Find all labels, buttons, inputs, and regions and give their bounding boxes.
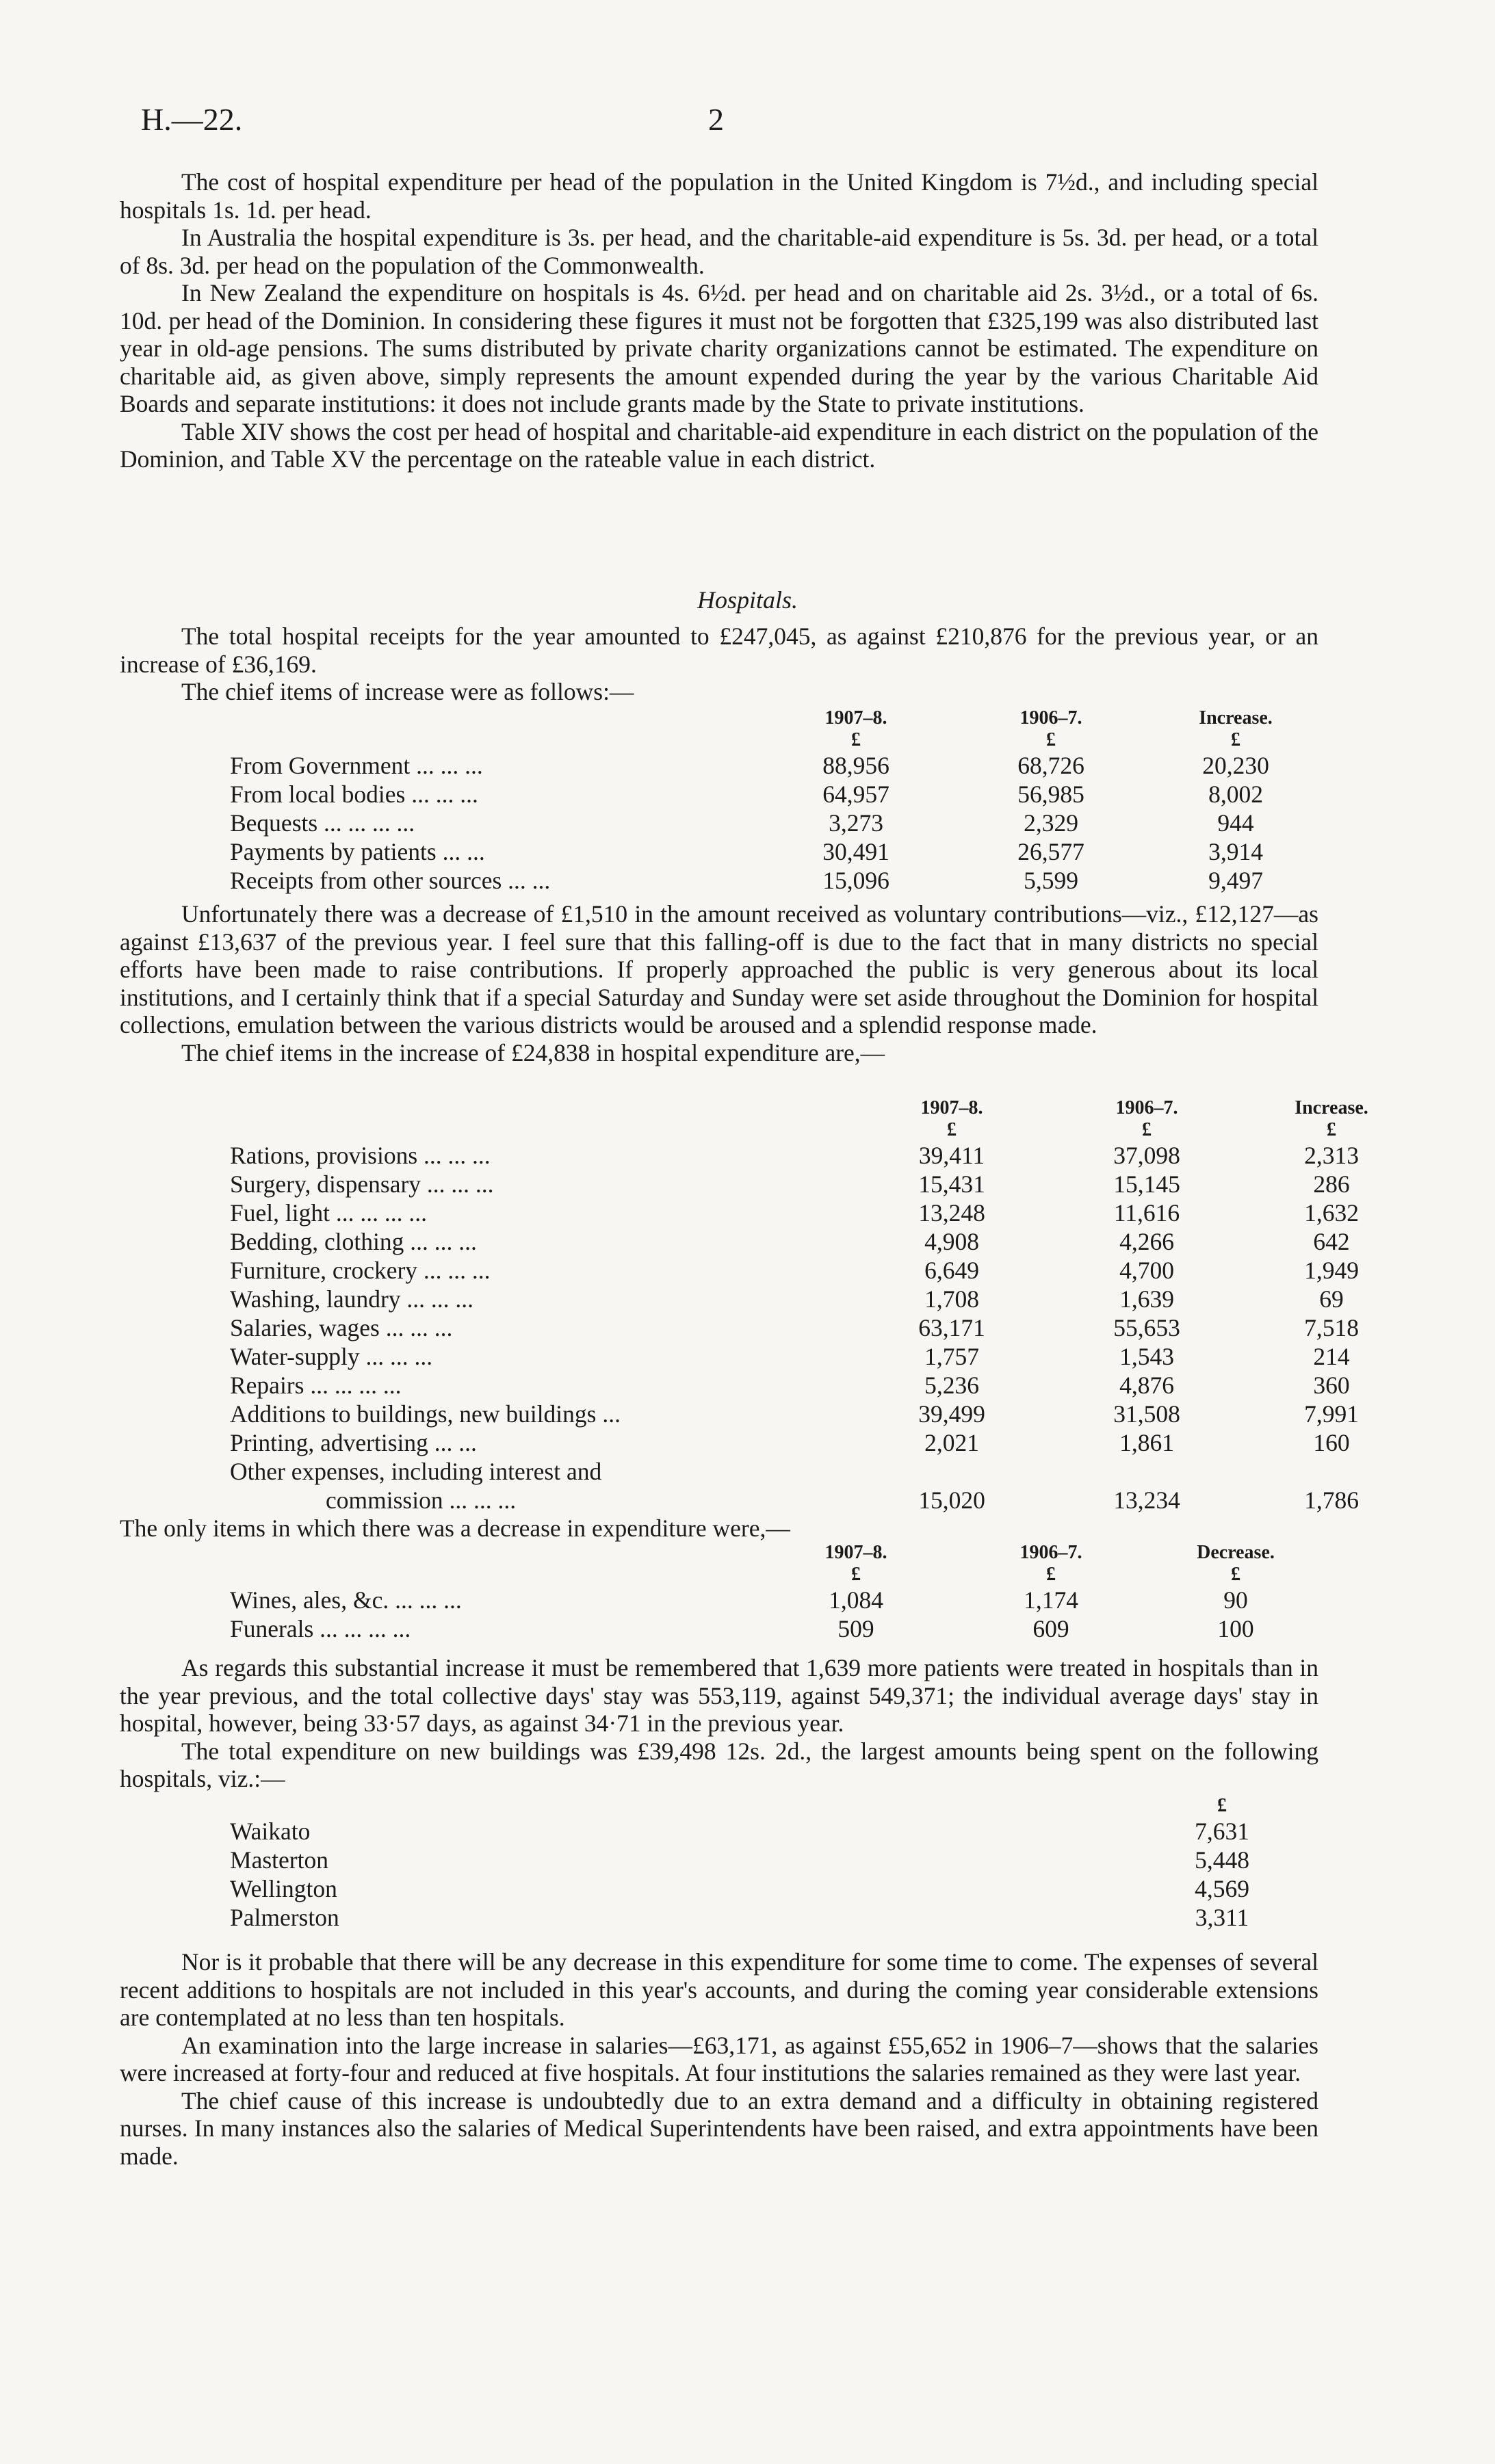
table-row xyxy=(230,809,1321,837)
row-label: From local bodies ... ... ... xyxy=(230,781,478,808)
table-row xyxy=(230,1400,1417,1428)
page-number: 2 xyxy=(708,102,724,137)
table-row xyxy=(230,780,1321,809)
cell-change: 2,313 xyxy=(1304,1142,1359,1169)
table-row xyxy=(230,1586,1321,1614)
cell-amount: 4,569 xyxy=(1195,1875,1249,1902)
table-row xyxy=(230,1256,1417,1285)
table-row xyxy=(230,1141,1417,1170)
cell-change: 214 xyxy=(1313,1343,1350,1370)
table-row xyxy=(230,1874,1311,1903)
paragraph: The total expenditure on new buildings was £39,498 12s. 2d., the largest amounts being spent on the following hospitals, viz.:— xyxy=(120,1737,1318,1792)
patients-section xyxy=(120,1654,1318,1793)
cell-1907: 5,236 xyxy=(924,1372,979,1399)
receipts-section xyxy=(120,622,1318,706)
cell-1907: 1,084 xyxy=(829,1586,883,1614)
table-row xyxy=(230,1198,1417,1227)
cell-1907: 4,908 xyxy=(924,1228,979,1255)
row-label: Printing, advertising ... ... xyxy=(230,1429,477,1456)
row-label: Bequests ... ... ... ... xyxy=(230,809,415,837)
cell-change: 160 xyxy=(1313,1429,1350,1456)
table-row xyxy=(230,1614,1321,1643)
section-heading: Hospitals. xyxy=(697,586,798,614)
cell-1907: 6,649 xyxy=(924,1257,979,1284)
cell-1906: 4,266 xyxy=(1119,1228,1174,1255)
column-header: 1906–7. xyxy=(1115,1097,1178,1118)
row-label: Receipts from other sources ... ... xyxy=(230,867,551,894)
paragraph: Nor is it probable that there will be any decrease in this expenditure for some time to come. The expenses of several recent additions to hospitals are not included in this year's accounts, and during the coming year considerable extensions are contemplated at no less than ten hospitals. xyxy=(120,1948,1318,2031)
table-row xyxy=(230,1428,1417,1457)
paragraph: The chief cause of this increase is undoubtedly due to an extra demand and a difficulty in obtaining registered nurses. In many instances also the salaries of Medical Superintendents have been raised, and extra appointments have been made. xyxy=(120,2086,1318,2170)
cell-1907: 39,411 xyxy=(918,1142,985,1169)
cell-amount: 7,631 xyxy=(1195,1818,1249,1845)
row-label: Surgery, dispensary ... ... ... xyxy=(230,1170,494,1198)
row-label: Rations, provisions ... ... ... xyxy=(230,1142,491,1169)
cell-1906: 1,543 xyxy=(1119,1343,1174,1370)
row-label: Other expenses, including interest and xyxy=(230,1458,602,1485)
cell-1906: 1,174 xyxy=(1024,1586,1078,1614)
cell-1906: 13,234 xyxy=(1113,1486,1180,1514)
column-header: 1907–8. xyxy=(824,1542,887,1563)
cell-1907: 88,956 xyxy=(822,752,889,779)
row-label: Furniture, crockery ... ... ... xyxy=(230,1257,491,1284)
row-label: Fuel, light ... ... ... ... xyxy=(230,1199,427,1227)
cell-change: 90 xyxy=(1223,1586,1248,1614)
row-label: Bedding, clothing ... ... ... xyxy=(230,1228,477,1255)
unit-label: £ xyxy=(1231,1564,1240,1585)
unit-label: £ xyxy=(1231,729,1240,750)
table-row xyxy=(230,1817,1311,1846)
row-label: From Government ... ... ... xyxy=(230,752,483,779)
paragraph: The only items in which there was a decrease in expenditure were,— xyxy=(120,1515,790,1542)
cell-1906: 5,599 xyxy=(1024,867,1078,894)
cell-change: 944 xyxy=(1217,809,1254,837)
cell-change: 69 xyxy=(1319,1285,1344,1313)
cell-1907: 1,757 xyxy=(924,1343,979,1370)
cell-1907: 1,708 xyxy=(924,1285,979,1313)
cell-1907: 63,171 xyxy=(918,1314,985,1341)
cell-1906: 15,145 xyxy=(1113,1170,1180,1198)
table-row xyxy=(230,1227,1417,1256)
paragraph: In New Zealand the expenditure on hospitals is 4s. 6½d. per head and on charitable aid 2s. 3½d., or a total of 6s. 10d. per head of the Dominion. In considering these figures it must not be forgotten that £325,199 was also distributed last year in old-age pensions. The sums distributed by private charity organizations cannot be estimated. The expenditure on charitable aid, as given above, simply represents the amount expended during the year by the various Charitable Aid Boards and separate institutions: it does not include grants made by the State to private institutions. xyxy=(120,279,1318,417)
voluntary-section xyxy=(120,900,1318,1066)
paragraph: The cost of hospital expenditure per head of the population in the United Kingdom is 7½d., and including special hospitals 1s. 1d. per head. xyxy=(120,168,1318,224)
intro-section xyxy=(120,168,1318,473)
column-header: Decrease. xyxy=(1197,1542,1275,1563)
cell-1907: 509 xyxy=(837,1615,874,1642)
cell-change: 9,497 xyxy=(1208,867,1263,894)
table-row xyxy=(230,1903,1311,1932)
cell-amount: 3,311 xyxy=(1195,1904,1249,1931)
cell-change: 100 xyxy=(1217,1615,1254,1642)
closing-section xyxy=(120,1948,1318,2170)
cell-1906: 68,726 xyxy=(1017,752,1084,779)
paragraph: As regards this substantial increase it must be remembered that 1,639 more patients were treated in hospitals than in the year previous, and the total collective days' stay was 553,119, against 549,371; the individual average days' stay in hospital, however, being 33·57 days, as against 34·71 in the previous year. xyxy=(120,1654,1318,1737)
receipts-table xyxy=(230,707,1321,895)
unit-label: £ xyxy=(1142,1119,1152,1140)
cell-1907: 15,020 xyxy=(918,1486,985,1514)
cell-1907: 39,499 xyxy=(918,1400,985,1428)
paragraph: Unfortunately there was a decrease of £1,510 in the amount received as voluntary contributions—viz., £12,127—as against £13,637 of the previous year. I feel sure that this falling-off is due to the fact that in many districts no special efforts have been made to raise contributions. If properly approached the public is very generous about its local institutions, and I certainly think that if a special Saturday and Sunday were set aside throughout the Dominion for hospital collections, emulation between the various districts would be aroused and a splendid response made. xyxy=(120,900,1318,1038)
cell-1907: 15,096 xyxy=(822,867,889,894)
cell-change: 3,914 xyxy=(1208,838,1263,865)
cell-1907: 64,957 xyxy=(822,781,889,808)
table-row xyxy=(230,837,1321,866)
unit-label: £ xyxy=(1046,1564,1056,1585)
cell-1907: 15,431 xyxy=(918,1170,985,1198)
row-label: Repairs ... ... ... ... xyxy=(230,1372,402,1399)
cell-change: 286 xyxy=(1313,1170,1350,1198)
cell-1907: 30,491 xyxy=(822,838,889,865)
unit-label: £ xyxy=(851,729,861,750)
unit-label: £ xyxy=(1046,729,1056,750)
paragraph: In Australia the hospital expenditure is 3s. per head, and the charitable-aid expenditure is 5s. 3d. per head, or a total of 8s. 3d. per head on the population of the Commonwealth. xyxy=(120,224,1318,279)
row-label: Wellington xyxy=(230,1875,337,1902)
column-header: Increase. xyxy=(1199,707,1273,729)
unit-label: £ xyxy=(851,1564,861,1585)
table-row xyxy=(230,1170,1417,1198)
table-row xyxy=(230,1313,1417,1342)
table-row xyxy=(230,1342,1417,1371)
paragraph: The chief items in the increase of £24,838 in hospital expenditure are,— xyxy=(181,1038,885,1066)
unit-label: £ xyxy=(1217,1795,1227,1816)
cell-1907: 13,248 xyxy=(918,1199,985,1227)
paragraph: An examination into the large increase in salaries—£63,171, as against £55,652 in 1906–7—shows that the salaries were increased at forty-four and reduced at five hospitals. At four institutions the salaries remained as they were last year. xyxy=(120,2031,1318,2086)
cell-change: 7,518 xyxy=(1304,1314,1359,1341)
cell-change: 1,632 xyxy=(1304,1199,1359,1227)
cell-1906: 2,329 xyxy=(1024,809,1078,837)
cell-change: 360 xyxy=(1313,1372,1350,1399)
decrease-table xyxy=(230,1542,1321,1643)
cell-change: 8,002 xyxy=(1208,781,1263,808)
row-label: Wines, ales, &c. ... ... ... xyxy=(230,1586,462,1614)
cell-1906: 37,098 xyxy=(1113,1142,1180,1169)
cell-amount: 5,448 xyxy=(1195,1846,1249,1874)
row-label: commission ... ... ... xyxy=(326,1486,517,1514)
cell-1907: 2,021 xyxy=(924,1429,979,1456)
column-header: 1907–8. xyxy=(920,1097,983,1118)
row-label: Payments by patients ... ... xyxy=(230,838,485,865)
paragraph: Table XIV shows the cost per head of hospital and charitable-aid expenditure in each district on the population of the Dominion, and Table XV the percentage on the rateable value in each district. xyxy=(120,417,1318,473)
cell-1906: 26,577 xyxy=(1017,838,1084,865)
paragraph: The total hospital receipts for the year amounted to £247,045, as against £210,876 for the previous year, or an increase of £36,169. xyxy=(120,622,1318,678)
unit-label: £ xyxy=(1327,1119,1336,1140)
row-label: Washing, laundry ... ... ... xyxy=(230,1285,474,1313)
cell-1906: 56,985 xyxy=(1017,781,1084,808)
report-reference: H.—22. xyxy=(141,102,243,137)
table-row xyxy=(230,751,1321,780)
column-header: 1906–7. xyxy=(1019,1542,1082,1563)
cell-1907: 3,273 xyxy=(829,809,883,837)
row-label: Salaries, wages ... ... ... xyxy=(230,1314,453,1341)
row-label: Additions to buildings, new buildings ... xyxy=(230,1400,621,1428)
cell-change: 1,949 xyxy=(1304,1257,1359,1284)
row-label: Palmerston xyxy=(230,1904,339,1931)
column-header: 1907–8. xyxy=(824,707,887,729)
cell-1906: 55,653 xyxy=(1113,1314,1180,1341)
cell-1906: 4,700 xyxy=(1119,1257,1174,1284)
table-row xyxy=(230,1457,1417,1486)
row-label: Funerals ... ... ... ... xyxy=(230,1615,411,1642)
table-row xyxy=(230,1846,1311,1874)
cell-change: 642 xyxy=(1313,1228,1350,1255)
table-row xyxy=(230,1285,1417,1313)
cell-change: 1,786 xyxy=(1304,1486,1359,1514)
table-row xyxy=(230,1486,1417,1515)
cell-1906: 609 xyxy=(1032,1615,1069,1642)
decrease-lead xyxy=(120,1515,1318,1543)
column-header: 1906–7. xyxy=(1019,707,1082,729)
expenditure-table xyxy=(230,1097,1417,1515)
buildings-table xyxy=(230,1795,1311,1932)
cell-1906: 31,508 xyxy=(1113,1400,1180,1428)
paragraph: The chief items of increase were as follows:— xyxy=(181,678,634,705)
table-row xyxy=(230,866,1321,895)
row-label: Waikato xyxy=(230,1818,311,1845)
column-header: Increase. xyxy=(1295,1097,1368,1118)
cell-change: 7,991 xyxy=(1304,1400,1359,1428)
cell-1906: 1,639 xyxy=(1119,1285,1174,1313)
cell-1906: 4,876 xyxy=(1119,1372,1174,1399)
row-label: Masterton xyxy=(230,1846,328,1874)
cell-change: 20,230 xyxy=(1202,752,1269,779)
table-row xyxy=(230,1371,1417,1400)
row-label: Water-supply ... ... ... xyxy=(230,1343,433,1370)
cell-1906: 1,861 xyxy=(1119,1429,1174,1456)
unit-label: £ xyxy=(947,1119,957,1140)
cell-1906: 11,616 xyxy=(1113,1199,1180,1227)
